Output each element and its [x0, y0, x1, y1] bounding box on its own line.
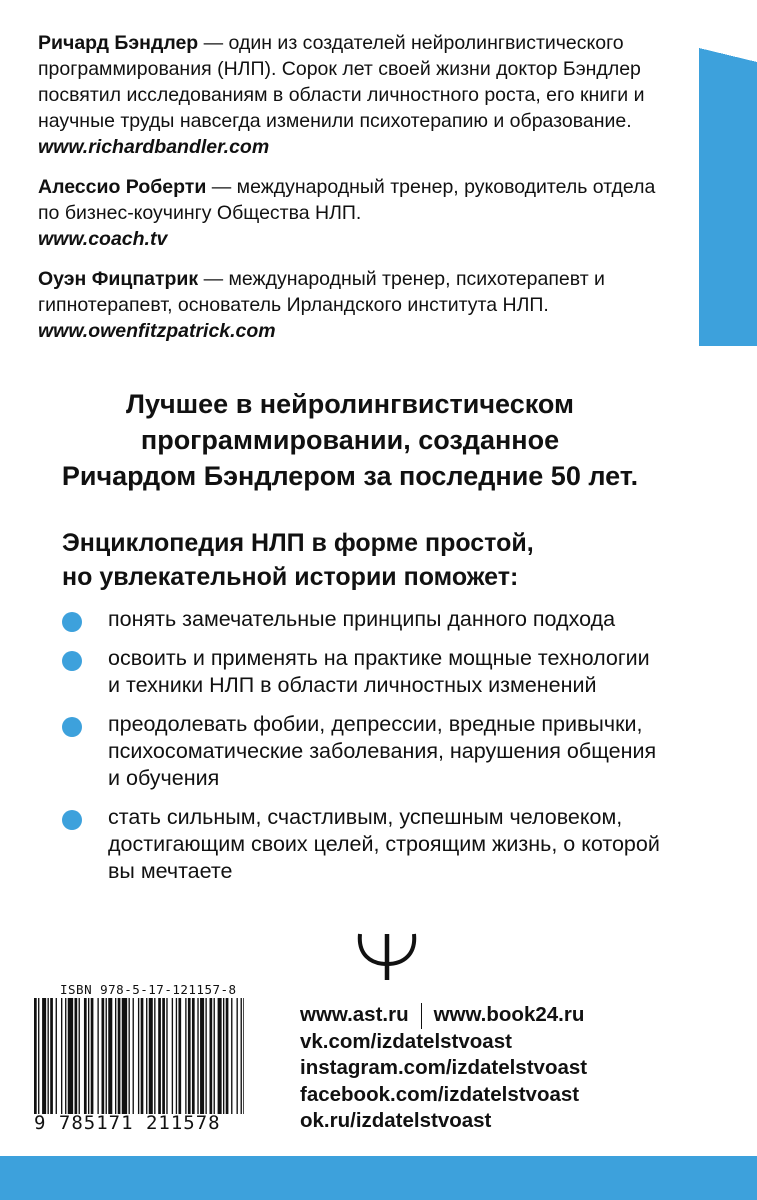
psi-icon	[356, 932, 418, 987]
bullet-dot-icon	[62, 717, 82, 737]
barcode-bar	[172, 998, 173, 1114]
author-url[interactable]: www.owenfitzpatrick.com	[38, 320, 276, 342]
author-roberti	[38, 174, 658, 252]
list-item-text: освоить и применять на практике мощные технологии и техники НЛП в области личностных изменений	[108, 646, 650, 697]
barcode-bar	[223, 998, 224, 1114]
headline-line: программировании, созданное	[140, 425, 560, 455]
list-item	[62, 804, 662, 885]
barcode-bar	[75, 998, 78, 1114]
barcode-bar	[56, 998, 57, 1114]
barcode-bar	[158, 998, 161, 1114]
barcode-bar	[218, 998, 222, 1114]
bullet-dot-icon	[62, 612, 82, 632]
barcode-bar	[48, 998, 49, 1114]
list-item	[62, 645, 662, 699]
barcode-bar	[241, 998, 242, 1114]
headline	[0, 386, 700, 494]
barcode-bar	[84, 998, 87, 1114]
barcode-bar	[176, 998, 177, 1114]
barcode-bar	[205, 998, 206, 1114]
barcode-bars	[34, 998, 244, 1114]
link-instagram[interactable]: instagram.com/izdatelstvoast	[300, 1056, 588, 1080]
barcode-bar	[214, 998, 215, 1114]
barcode-bar	[61, 998, 62, 1114]
barcode-bar	[231, 998, 232, 1114]
author-name: Ричард Бэндлер	[38, 32, 199, 54]
benefits-list	[62, 606, 662, 897]
headline-line: Лучшее в нейролингвистическом	[126, 389, 574, 419]
barcode-bar	[118, 998, 121, 1114]
headline-line: Ричардом Бэндлером за последние 50 лет.	[61, 461, 639, 491]
barcode-bar	[146, 998, 147, 1114]
barcode-bar	[162, 998, 165, 1114]
barcode-bar	[97, 998, 98, 1114]
barcode-bar	[138, 998, 139, 1114]
author-bio: — один из создателей нейролингвистического программирования (НЛП). Сорок лет своей жизни доктор Бэндлер посвятил исследованиям в области личностного роста, его книги и научные труды навсегда изменили психотерапию и образование.	[38, 32, 645, 132]
intro-line: но увлекательной истории поможет:	[62, 563, 519, 591]
authors-section	[38, 30, 658, 358]
barcode-bar	[178, 998, 181, 1114]
divider	[421, 1003, 422, 1029]
barcode-bar	[65, 998, 66, 1114]
link-ok[interactable]: ok.ru/izdatelstvoast	[300, 1109, 492, 1133]
publisher-links	[300, 1002, 587, 1135]
barcode-bar	[197, 998, 198, 1114]
barcode-bar	[129, 998, 130, 1114]
link-vk[interactable]: vk.com/izdatelstvoast	[300, 1029, 512, 1053]
barcode-bar	[42, 998, 46, 1114]
barcode-bar	[192, 998, 195, 1114]
list-item	[62, 711, 662, 792]
barcode-bar	[79, 998, 80, 1114]
barcode-bar	[154, 998, 155, 1114]
ean-number: 9 785171 211578	[34, 1112, 221, 1134]
barcode-bar	[166, 998, 167, 1114]
barcode-bar	[141, 998, 144, 1114]
barcode-bar	[102, 998, 105, 1114]
isbn-label: ISBN 978-5-17-121157-8	[60, 982, 237, 997]
barcode-bar	[200, 998, 204, 1114]
link-book24[interactable]: www.book24.ru	[433, 1003, 585, 1026]
barcode-bar	[91, 998, 94, 1114]
author-name: Алессио Роберти	[38, 176, 207, 198]
barcode-bar	[68, 998, 73, 1114]
site-links-row	[300, 1002, 587, 1029]
barcode-bar	[133, 998, 134, 1114]
author-bio: — международный тренер, руководитель отдела по бизнес-коучингу Общества НЛП.	[38, 176, 656, 224]
author-url[interactable]: www.coach.tv	[38, 228, 168, 250]
link-facebook[interactable]: facebook.com/izdatelstvoast	[300, 1082, 580, 1106]
barcode-bar	[237, 998, 238, 1114]
author-bio: — международный тренер, психотерапевт и гипнотерапевт, основатель Ирландского института НЛП.	[38, 268, 605, 316]
bottom-bar	[0, 1156, 757, 1200]
barcode-bar	[34, 998, 37, 1114]
author-bandler	[38, 30, 658, 160]
barcode-bar	[106, 998, 107, 1114]
list-item	[62, 606, 662, 633]
link-ast[interactable]: www.ast.ru	[300, 1003, 409, 1026]
barcode	[34, 982, 244, 1134]
list-item-text: стать сильным, счастливым, успешным человеком, достигающим своих целей, строящим жизнь, о которой вы мечтаете	[108, 805, 660, 883]
barcode-bar	[108, 998, 112, 1114]
barcode-bar	[38, 998, 39, 1114]
side-tab	[699, 62, 757, 346]
barcode-bar	[50, 998, 53, 1114]
barcode-bar	[149, 998, 153, 1114]
bullet-dot-icon	[62, 810, 82, 830]
intro-line: Энциклопедия НЛП в форме простой,	[62, 529, 534, 557]
author-url[interactable]: www.richardbandler.com	[38, 136, 270, 158]
list-item-text: понять замечательные принципы данного подхода	[108, 607, 616, 631]
barcode-bar	[188, 998, 191, 1114]
author-name: Оуэн Фицпатрик	[38, 268, 199, 290]
author-fitzpatrick	[38, 266, 658, 344]
bullet-dot-icon	[62, 651, 82, 671]
barcode-bar	[226, 998, 229, 1114]
barcode-bar	[185, 998, 186, 1114]
intro-text	[62, 526, 534, 594]
barcode-bar	[210, 998, 213, 1114]
list-item-text: преодолевать фобии, депрессии, вредные привычки, психосоматические заболевания, нарушения общения и обучения	[108, 712, 657, 790]
barcode-bar	[88, 998, 89, 1114]
barcode-bar	[115, 998, 116, 1114]
barcode-bar	[243, 998, 244, 1114]
barcode-bar	[122, 998, 127, 1114]
